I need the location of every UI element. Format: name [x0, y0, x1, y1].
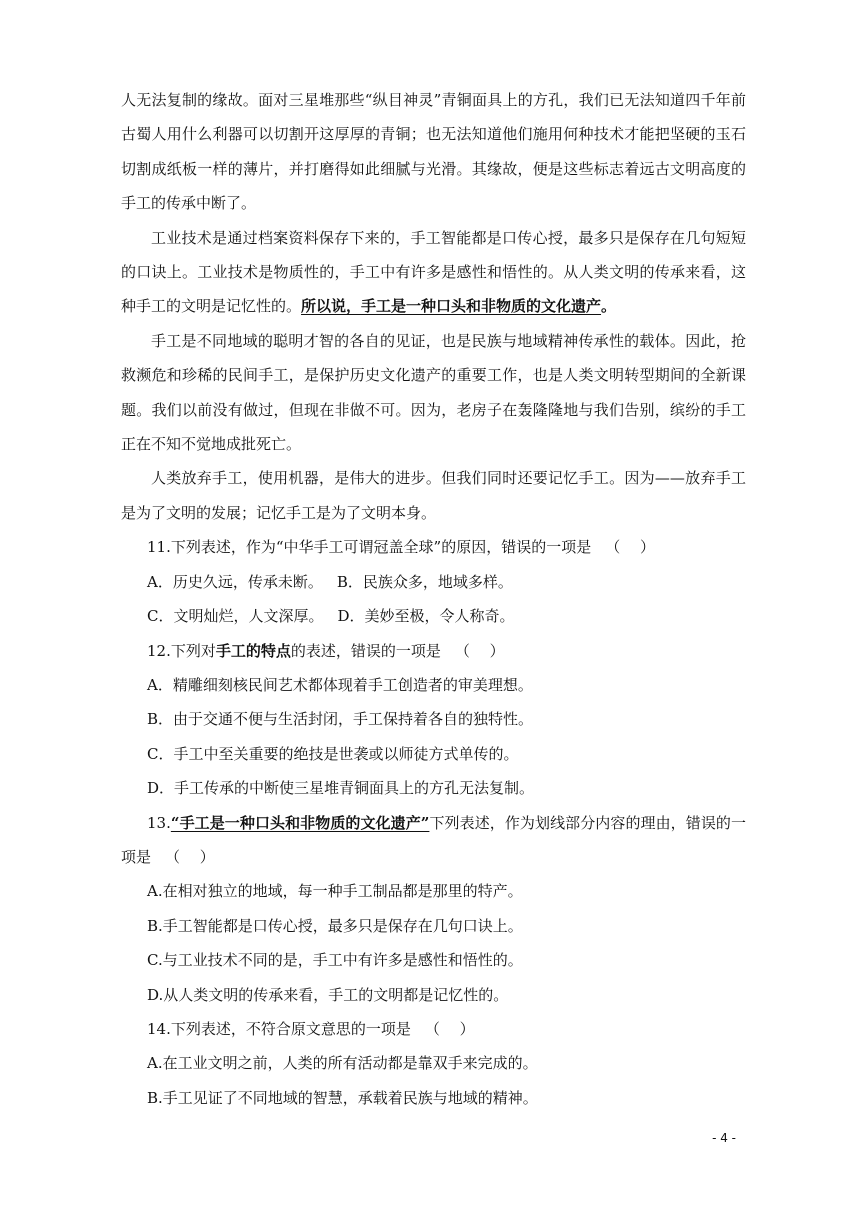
question-12-stem [121, 634, 746, 668]
question-12-option-b: B．由于交通不便与生活封闭，手工保持着各自的独特性。 [147, 710, 534, 729]
question-12-option-d: D．手工传承的中断使三星堆青铜面具上的方孔无法复制。 [147, 779, 535, 798]
question-13-option-c: C.与工业技术不同的是，手工中有许多是感性和悟性的。 [147, 951, 523, 970]
question-11-option-c: C．文明灿烂，人文深厚。 [147, 607, 324, 626]
question-13-option-a: A.在相对独立的地域，每一种手工制品都是那里的特产。 [147, 882, 523, 901]
question-11-option-a: A．历史久远，传承未断。 [147, 572, 323, 591]
question-11-options-ab [121, 565, 746, 599]
question-13-text-emphasis: “手工是一种口头和非物质的文化遗产” [170, 813, 430, 832]
question-13-bracket: （ ） [165, 847, 215, 866]
question-13-option-b: B.手工智能都是口传心授，最多只是保存在几句口诀上。 [147, 916, 523, 935]
question-11-stem [121, 530, 746, 564]
paragraph-2-text: 工业技术是通过档案资料保存下来的，手工智能都是口传心授，最多只是保存在几句短短的口诀上。工业技术是物质性的，手工中有许多是感性和悟性的。从人类文明的传承来看，这种手工的文明是记忆性的。 [121, 228, 746, 316]
question-11-option-d: D．美妙至极，令人称奇。 [337, 607, 515, 626]
question-12-text-emphasis: 手工的特点 [215, 641, 291, 660]
page-number: - 4 - [712, 1131, 736, 1145]
question-12-text-post: 的表述，错误的一项是 [290, 641, 441, 660]
question-13-number: 13. [147, 813, 171, 832]
question-14-text: 14.下列表述，不符合原文意思的一项是 [147, 1019, 411, 1038]
question-12-option-a: A．精雕细刻核民间艺术都体现着手工创造者的审美理想。 [147, 675, 533, 694]
question-13-stem [121, 806, 746, 875]
question-13-text-post: 下列表述，作为划线部分内容的理由，错误的一项是 [121, 813, 746, 866]
question-14-option-b: B.手工见证了不同地域的智慧，承载着民族与地域的精神。 [147, 1088, 538, 1107]
paragraph-2-end: 。 [601, 297, 617, 316]
paragraph-3: 手工是不同地域的聪明才智的各自的见证，也是民族与地域精神传承性的载体。因此，抢救濒危和珍稀的民间手工，是保护历史文化遗产的重要工作，也是人类文明转型期间的全新课题。我们以前没有做过，但现在非做不可。因为，老房子在轰隆隆地与我们告别，缤纷的手工正在不知不觉地成批死亡。 [121, 331, 746, 454]
question-12-text-pre: 12.下列对 [147, 641, 216, 660]
question-11-option-b: B．民族众多，地域多样。 [336, 572, 513, 591]
question-14-stem [121, 1012, 746, 1046]
question-11-text: 11.下列表述，作为“中华手工可谓冠盖全球”的原因，错误的一项是 [147, 538, 592, 557]
paragraph-1: 人无法复制的缘故。面对三星堆那些“纵目神灵”青铜面具上的方孔，我们已无法知道四千年前古蜀人用什么利器可以切割开这厚厚的青铜；也无法知道他们施用何种技术才能把坚硬的玉石切割成纸板一样的薄片，并打磨得如此细腻与光滑。其缘故，便是这些标志着远古文明高度的手工的传承中断了。 [121, 91, 746, 213]
question-14-option-a: A.在工业文明之前，人类的所有活动都是靠双手来完成的。 [147, 1054, 538, 1073]
paragraph-4: 人类放弃手工，使用机器，是伟大的进步。但我们同时还要记忆手工。因为——放弃手工是为了文明的发展；记忆手工是为了文明本身。 [121, 469, 746, 522]
question-13-option-d: D.从人类文明的传承来看，手工的文明都是记忆性的。 [147, 985, 509, 1004]
paragraph-2 [121, 221, 746, 324]
question-12-option-c: C．手工中至关重要的绝技是世袭或以师徒方式单传的。 [147, 744, 519, 763]
question-11-bracket: （ ） [605, 538, 655, 557]
paragraph-2-emphasis: 所以说，手工是一种口头和非物质的文化遗产 [301, 297, 602, 316]
question-14-bracket: （ ） [424, 1019, 475, 1038]
document-content [121, 83, 746, 1115]
question-12-bracket: （ ） [454, 641, 505, 660]
question-11-options-cd [121, 599, 746, 633]
